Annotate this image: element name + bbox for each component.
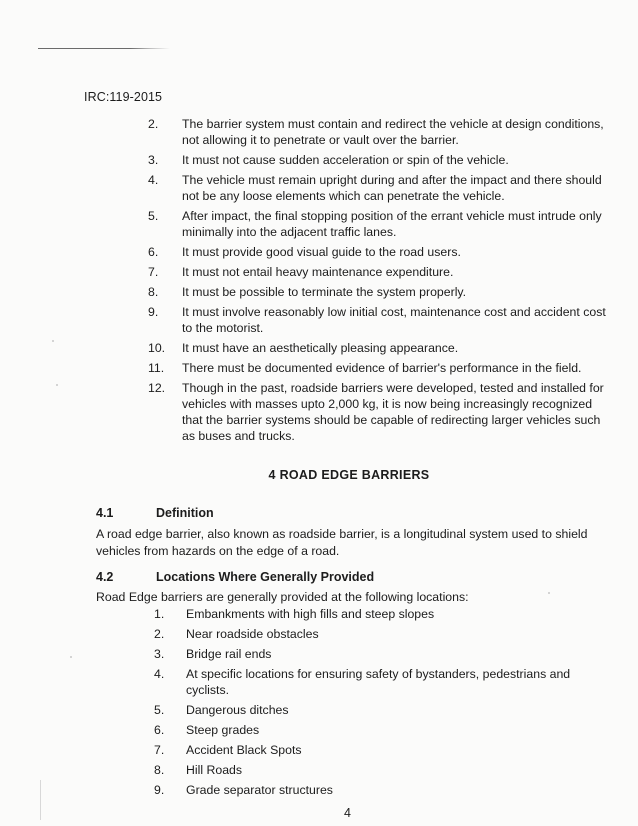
list-item: [136, 646, 606, 662]
list-number: 6.: [148, 245, 159, 259]
list-number: 8.: [148, 285, 159, 299]
list-number: 3.: [148, 153, 159, 167]
list-text: At specific locations for ensuring safety of bystanders, pedestrians and cyclists.: [186, 667, 571, 697]
scan-margin-mark: [40, 780, 41, 820]
list-item: [136, 340, 606, 356]
list-item: [136, 666, 606, 698]
section-title: Definition: [156, 506, 214, 520]
list-item: [136, 208, 606, 240]
list-number: 8.: [154, 763, 165, 777]
document-id: IRC:119-2015: [84, 90, 163, 104]
list-text: It must not entail heavy maintenance expenditure.: [182, 265, 454, 279]
list-text: Hill Roads: [186, 763, 243, 777]
list-item: [136, 152, 606, 168]
section-number: 4.1: [96, 506, 114, 520]
list-text: Dangerous ditches: [186, 703, 289, 717]
page-number: 4: [344, 806, 351, 820]
list-number: 1.: [154, 607, 165, 621]
list-item: [136, 116, 606, 148]
list-text: Bridge rail ends: [186, 647, 272, 661]
list-item: [136, 762, 606, 778]
section-title: Locations Where Generally Provided: [156, 570, 375, 584]
scan-speck: [56, 384, 58, 386]
list-text: After impact, the final stopping position of the errant vehicle must intrude only minimally into the adjacent traffic lanes.: [182, 209, 602, 239]
list-number: 9.: [154, 783, 165, 797]
list-item: [136, 702, 606, 718]
list-item: [136, 626, 606, 642]
list-text: It must have an aesthetically pleasing appearance.: [182, 341, 459, 355]
list-text: Grade separator structures: [186, 783, 333, 797]
list-item: [136, 172, 606, 204]
list-item: [136, 606, 606, 622]
list-number: 5.: [148, 209, 159, 223]
list-item: [136, 264, 606, 280]
locations-list: [136, 606, 606, 802]
list-text: It must not cause sudden acceleration or spin of the vehicle.: [182, 153, 509, 167]
list-item: [136, 380, 606, 444]
list-number: 3.: [154, 647, 165, 661]
list-item: [136, 742, 606, 758]
list-text: Though in the past, roadside barriers were developed, tested and installed for vehicles with masses upto 2,000 kg, it is now being increasingly recognized that the barrier systems should be capable of redirecting larger vehicles such as buses and trucks.: [182, 381, 604, 443]
list-text: It must be possible to terminate the system properly.: [182, 285, 467, 299]
list-item: [136, 304, 606, 336]
list-text: The vehicle must remain upright during and after the impact and there should not be any loose elements which can penetrate the vehicle.: [182, 173, 602, 203]
list-text: There must be documented evidence of barrier's performance in the field.: [182, 361, 582, 375]
list-item: [136, 360, 606, 376]
list-number: 4.: [148, 173, 159, 187]
scan-speck: [70, 656, 72, 658]
list-number: 4.: [154, 667, 165, 681]
list-number: 7.: [148, 265, 159, 279]
scan-speck: [52, 340, 54, 342]
locations-intro: Road Edge barriers are generally provided at the following locations:: [96, 590, 469, 604]
list-number: 11.: [148, 361, 165, 375]
list-item: [136, 284, 606, 300]
list-text: It must provide good visual guide to the road users.: [182, 245, 461, 259]
chapter-title: 4 ROAD EDGE BARRIERS: [268, 468, 430, 482]
scan-speck: [548, 592, 550, 594]
list-text: It must involve reasonably low initial cost, maintenance cost and accident cost to the motorist.: [182, 305, 606, 335]
list-number: 2.: [148, 117, 159, 131]
list-item: [136, 244, 606, 260]
list-number: 5.: [154, 703, 165, 717]
list-number: 6.: [154, 723, 165, 737]
list-number: 2.: [154, 627, 165, 641]
list-number: 7.: [154, 743, 165, 757]
header-rule: [38, 48, 170, 49]
list-text: Embankments with high fills and steep slopes: [186, 607, 435, 621]
list-text: Near roadside obstacles: [186, 627, 319, 641]
list-number: 10.: [148, 341, 166, 355]
list-text: The barrier system must contain and redirect the vehicle at design conditions, not allowing it to penetrate or vault over the barrier.: [182, 117, 604, 147]
list-item: [136, 722, 606, 738]
list-number: 12.: [148, 381, 166, 395]
section-number: 4.2: [96, 570, 114, 584]
definition-paragraph: A road edge barrier, also known as roadside barrier, is a longitudinal system used to shield vehicles from hazards on the edge of a road.: [96, 527, 588, 558]
list-item: [136, 782, 606, 798]
list-text: Steep grades: [186, 723, 260, 737]
requirements-list: [136, 116, 606, 448]
list-number: 9.: [148, 305, 159, 319]
list-text: Accident Black Spots: [186, 743, 302, 757]
